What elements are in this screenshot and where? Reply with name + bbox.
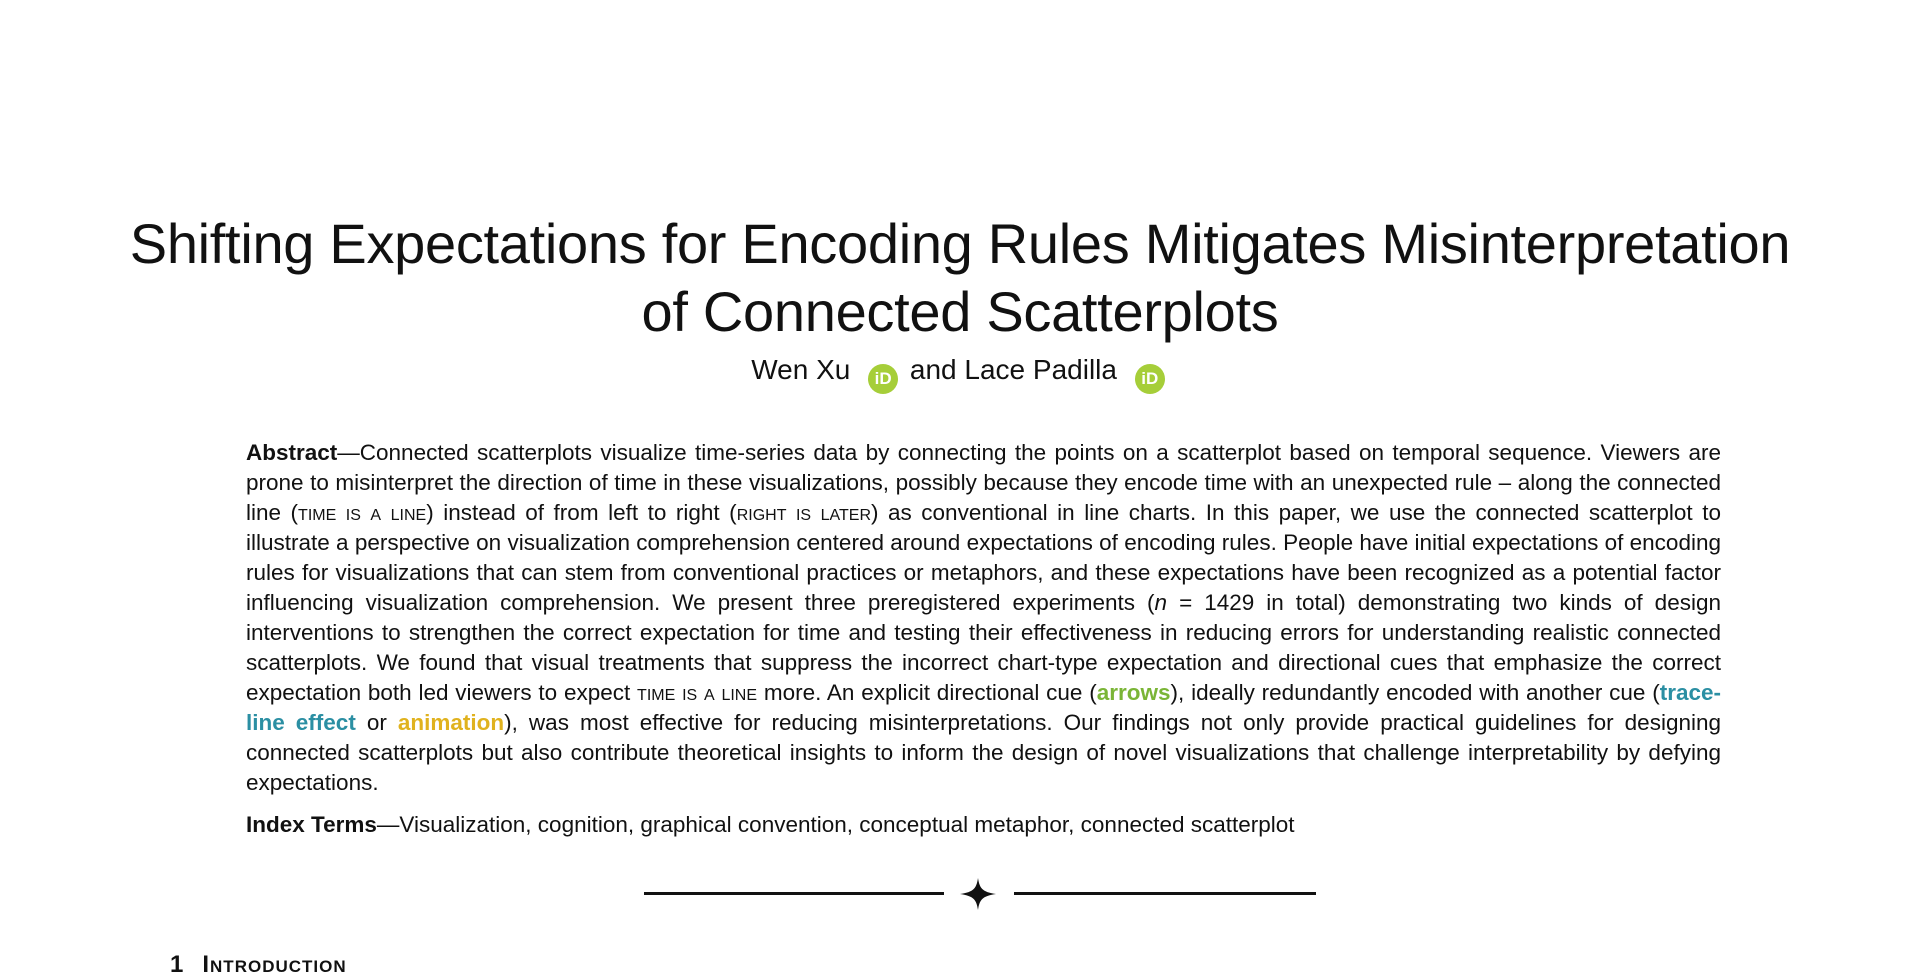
- divider-rule-left: [644, 892, 944, 895]
- paper-title-line-2: of Connected Scatterplots: [641, 279, 1279, 343]
- author-list: [0, 352, 1920, 394]
- author-name: Wen Xu: [751, 354, 851, 385]
- paper-title: [0, 210, 1920, 346]
- index-terms-dash: —: [376, 812, 400, 837]
- orcid-icon[interactable]: iD: [1135, 364, 1165, 394]
- highlight-trace-line-effect: trace-line effect: [246, 680, 1721, 735]
- section-title: Introduction: [202, 951, 347, 978]
- term-time-is-a-line: time is a line: [298, 500, 427, 525]
- highlight-arrows: arrows: [1096, 680, 1171, 705]
- section-number: 1: [170, 951, 185, 978]
- abstract: [246, 438, 1721, 798]
- index-terms: [246, 810, 1721, 840]
- abstract-text: = 1429 in total) demonstrating two kinds of design interventions to strengthen the correct expectation for time and testing their effectiveness in reducing errors for understanding realistic connected scatterplots. We found that visual treatments that suppress the incorrect chart-type expectation and directional cues that emphasize the correct expectation both led viewers to expect: [246, 590, 1721, 705]
- term-right-is-later: right is later: [736, 500, 871, 525]
- four-point-star-icon: [960, 878, 996, 910]
- orcid-icon[interactable]: iD: [868, 364, 898, 394]
- abstract-text: or: [355, 710, 398, 735]
- abstract-text: ) as conventional in line charts. In this paper, we use the connected scatterplot to illustrate a perspective on visualization comprehension centered around expectations of encoding rules. People have initial expectations of encoding rules for visualizations that can stem from conventional practices or metaphors, and these expectations have been recognized as a potential factor influencing visualization comprehension. We present three preregistered experiments (: [246, 500, 1721, 615]
- section-heading: [170, 950, 347, 980]
- abstract-text: ) instead of from left to right (: [426, 500, 737, 525]
- abstract-text: ), ideally redundantly encoded with another cue (: [1170, 680, 1660, 705]
- abstract-dash: —: [337, 440, 360, 465]
- author-name: Lace Padilla: [964, 354, 1117, 385]
- author-connector: and: [909, 354, 957, 385]
- term-time-is-a-line: time is a line: [637, 680, 758, 705]
- abstract-paragraph: [246, 438, 1721, 798]
- paper-title-line-1: Shifting Expectations for Encoding Rules Mitigates Misinterpretation: [129, 211, 1791, 275]
- sample-size-symbol: n: [1154, 590, 1168, 615]
- abstract-text: Connected scatterplots visualize time-series data by connecting the points on a scatterplot based on temporal sequence. Viewers are prone to misinterpret the direction of time in these visualizations, possibly because they encode time with an unexpected rule – along the connected line (: [246, 440, 1721, 525]
- abstract-heading: Abstract: [246, 440, 338, 465]
- abstract-text: more. An explicit directional cue (: [757, 680, 1097, 705]
- highlight-animation: animation: [397, 710, 505, 735]
- index-terms-heading: Index Terms: [246, 812, 377, 837]
- divider-rule-right: [1014, 892, 1316, 895]
- index-terms-text: Visualization, cognition, graphical convention, conceptual metaphor, connected scatterplot: [399, 812, 1295, 837]
- section-divider: [0, 878, 1920, 908]
- abstract-text: ), was most effective for reducing misinterpretations. Our findings not only provide practical guidelines for designing connected scatterplots but also contribute theoretical insights to inform the design of novel visualizations that challenge interpretability by defying expectations.: [246, 710, 1721, 795]
